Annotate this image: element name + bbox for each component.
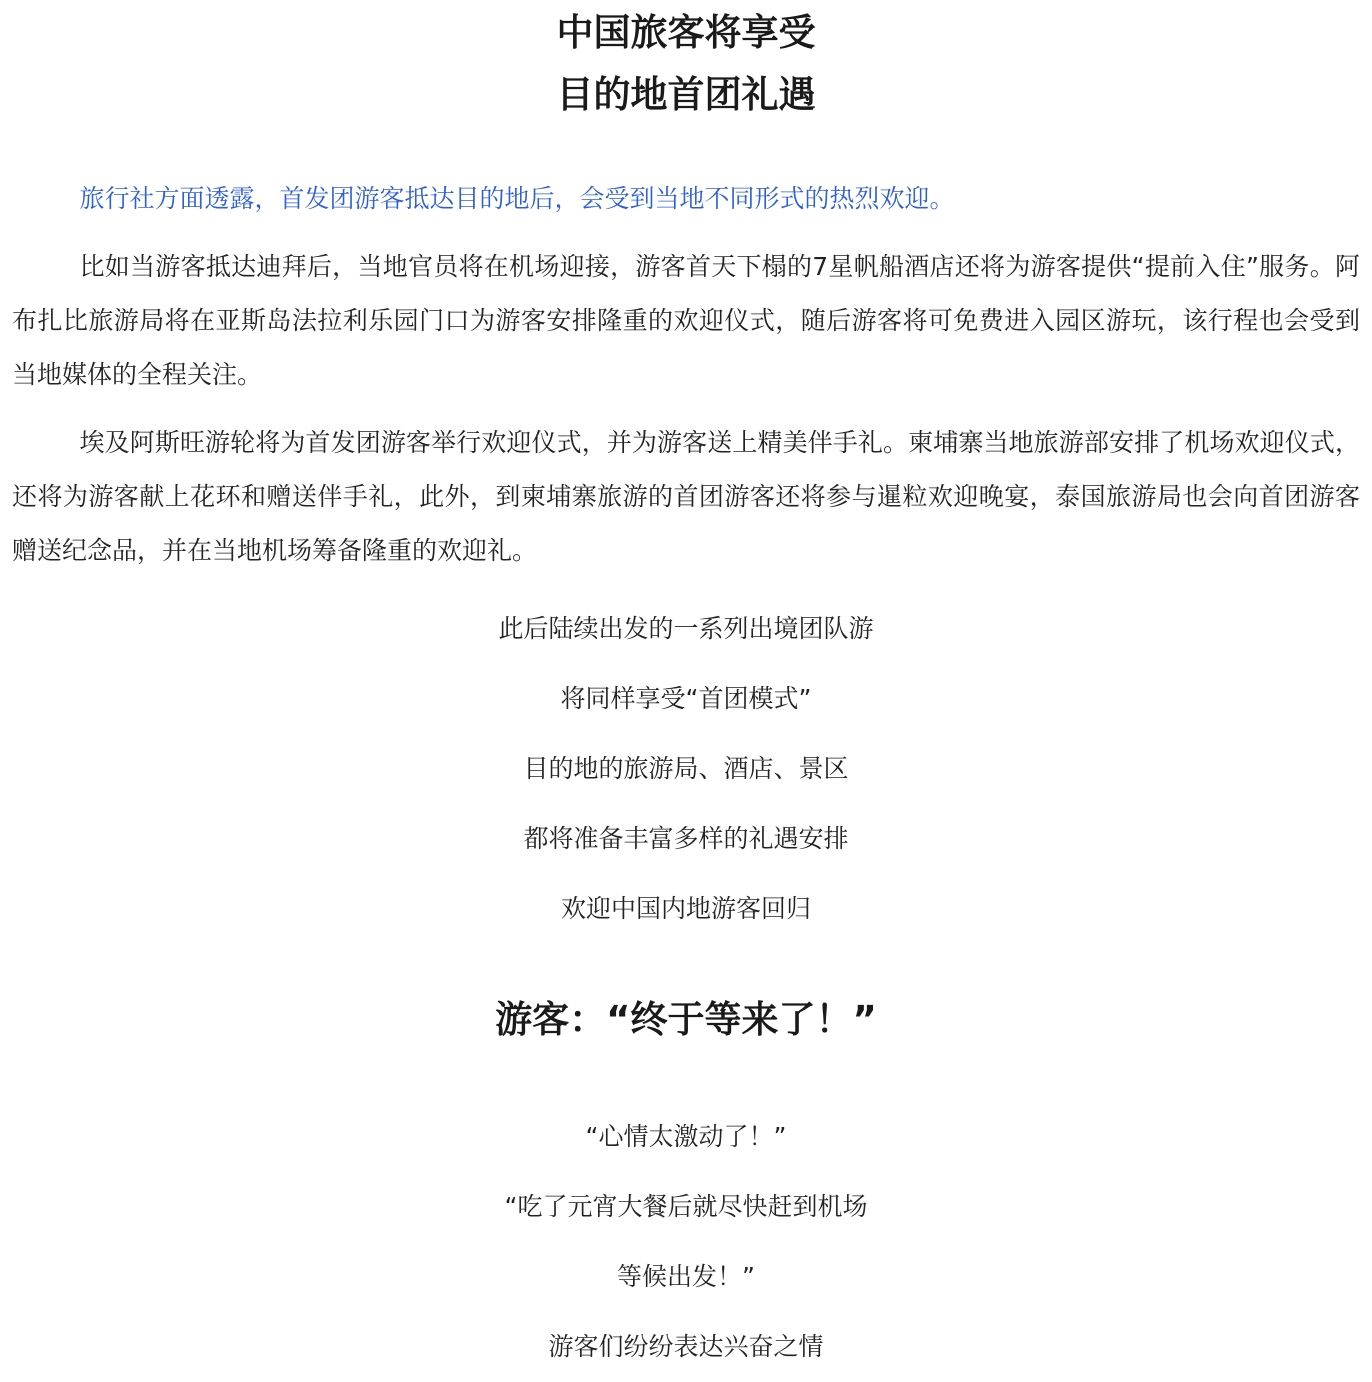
- quote-line: “心情太激动了！”: [585, 1122, 787, 1151]
- centered-lines: [12, 594, 1360, 944]
- centered-line: 此后陆续出发的一系列出境团队游: [498, 614, 874, 643]
- headline: [12, 0, 1360, 126]
- centered-line: 将同样享受“首团模式”: [560, 684, 812, 713]
- quote-line: 等候出发！”: [617, 1262, 755, 1291]
- quote-line: “吃了元宵大餐后就尽快赶到机场: [504, 1192, 868, 1221]
- section-subhead: 游客：“终于等来了！”: [495, 998, 877, 1041]
- headline-line-1: 中国旅客将享受: [556, 11, 816, 54]
- lead-paragraph: 旅行社方面透露，首发团游客抵达目的地后，会受到当地不同形式的热烈欢迎。: [79, 184, 955, 213]
- centered-line: 目的地的旅游局、酒店、景区: [523, 754, 849, 783]
- headline-line-2: 目的地首团礼遇: [556, 73, 816, 116]
- body-paragraph-dubai: 比如当游客抵达迪拜后，当地官员将在机场迎接，游客首天下榻的7星帆船酒店还将为游客提供“提前入住”服务。阿布扎比旅游局将在亚斯岛法拉利乐园门口为游客安排隆重的欢迎仪式，随后游客将可免费进入园区游玩，该行程也会受到当地媒体的全程关注。: [12, 252, 1360, 389]
- centered-line: 都将准备丰富多样的礼遇安排: [523, 824, 849, 853]
- quote-line: 游客们纷纷表达兴奋之情: [548, 1332, 824, 1361]
- centered-line: 欢迎中国内地游客回归: [560, 894, 811, 923]
- quote-lines: [12, 1102, 1360, 1382]
- body-paragraph-egypt-cambodia: 埃及阿斯旺游轮将为首发团游客举行欢迎仪式，并为游客送上精美伴手礼。柬埔寨当地旅游部安排了机场欢迎仪式，还将为游客献上花环和赠送伴手礼，此外，到柬埔寨旅游的首团游客还将参与暹粒欢迎晚宴，泰国旅游局也会向首团游客赠送纪念品，并在当地机场筹备隆重的欢迎礼。: [12, 428, 1360, 565]
